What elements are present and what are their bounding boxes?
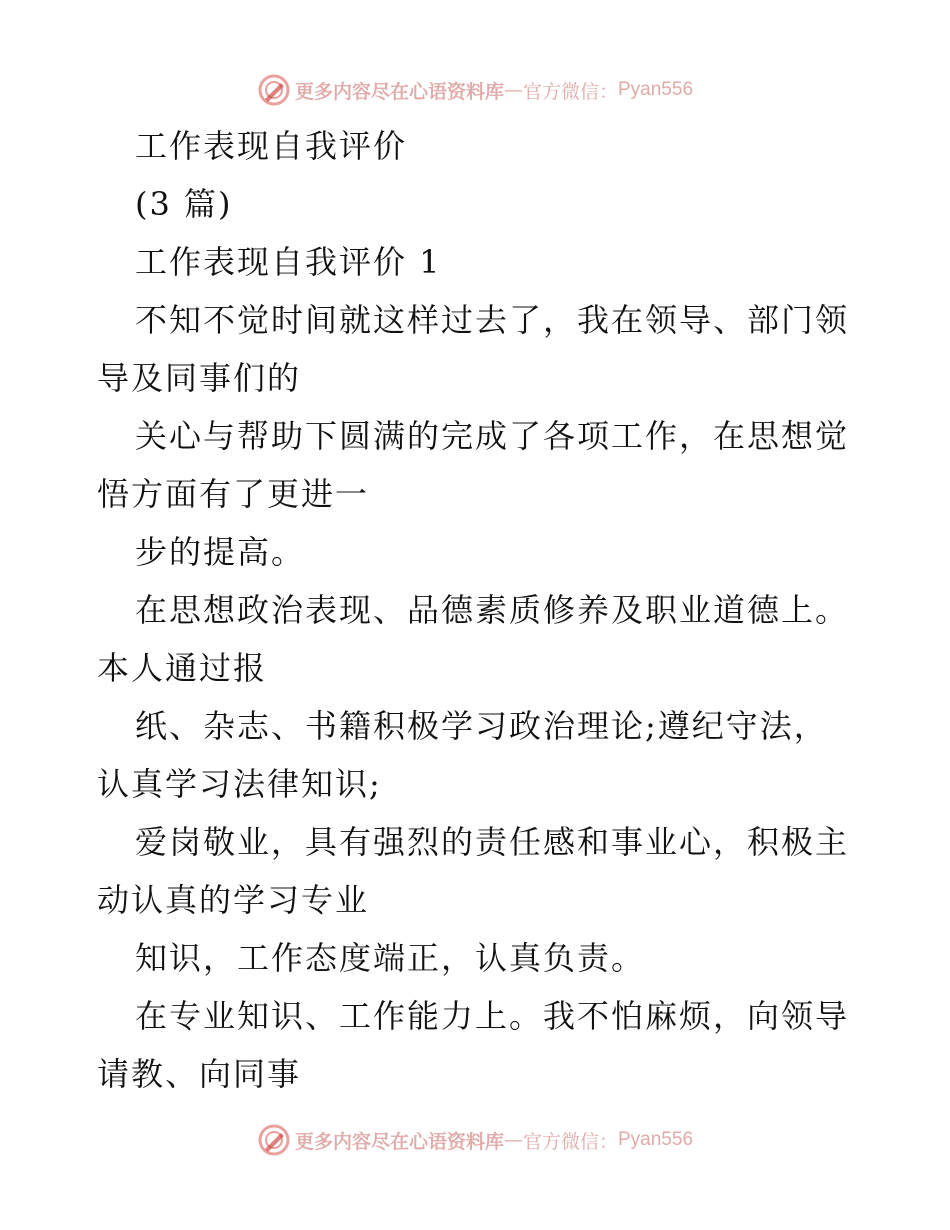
paragraph-line: 本人通过报 xyxy=(97,649,268,687)
paragraph-line: 爱岗敬业，具有强烈的责任感和事业心，积极主 xyxy=(135,823,850,861)
document-title: 工作表现自我评价 xyxy=(135,127,408,165)
watermark-wechat-id: Pyan556 xyxy=(618,1129,694,1150)
paragraph-line: 请教、向同事 xyxy=(97,1055,302,1093)
paragraph-line: 关心与帮助下圆满的完成了各项工作，在思想觉 xyxy=(135,417,850,455)
watermark-wechat-id: Pyan556 xyxy=(618,79,694,100)
paragraph-line: 导及同事们的 xyxy=(97,359,302,397)
watermark-wechat-label: 官方微信： xyxy=(522,80,618,103)
pen-logo-icon xyxy=(257,1123,291,1157)
watermark-title: 更多内容尽在心语资料库 xyxy=(294,1130,504,1153)
paragraph-line: 知识，工作态度端正，认真负责。 xyxy=(135,939,646,977)
watermark-dash: — xyxy=(503,1129,523,1151)
watermark-title: 更多内容尽在心语资料库 xyxy=(294,80,504,103)
header-watermark xyxy=(0,70,950,110)
watermark-wechat-label: 官方微信： xyxy=(522,1130,618,1153)
footer-watermark xyxy=(0,1120,950,1160)
paragraph-line: 步的提高。 xyxy=(135,533,306,571)
paragraph-line: 认真学习法律知识; xyxy=(97,765,382,803)
paragraph-line: 不知不觉时间就这样过去了，我在领导、部门领 xyxy=(135,301,850,339)
watermark-dash: — xyxy=(503,79,523,101)
pen-logo-icon xyxy=(257,73,291,107)
document-subtitle: (3 篇) xyxy=(135,185,233,223)
section-heading: 工作表现自我评价 1 xyxy=(135,243,442,281)
document-body xyxy=(97,122,867,1108)
paragraph-line: 动认真的学习专业 xyxy=(97,881,370,919)
paragraph-line: 在思想政治表现、品德素质修养及职业道德上。 xyxy=(135,591,850,629)
paragraph-line: 悟方面有了更进一 xyxy=(97,475,370,513)
paragraph-line: 纸、杂志、书籍积极学习政治理论;遵纪守法， xyxy=(135,707,828,745)
paragraph-line: 在专业知识、工作能力上。我不怕麻烦，向领导 xyxy=(135,997,850,1035)
